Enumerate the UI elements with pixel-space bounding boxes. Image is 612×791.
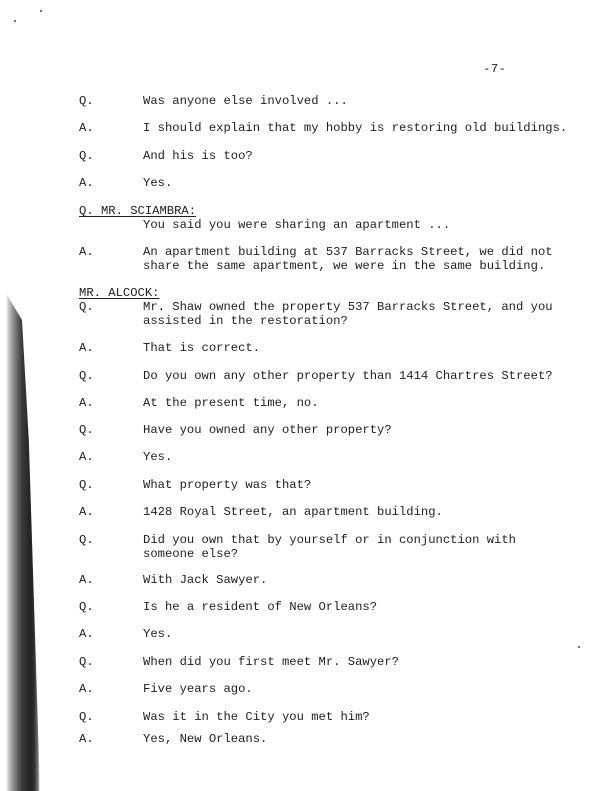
qa-text xyxy=(143,94,348,108)
qa-line: Yes. xyxy=(143,176,173,190)
qa-line: 1428 Royal Street, an apartment building. xyxy=(143,505,443,519)
qa-line: share the same apartment, we were in the same building. xyxy=(143,259,546,274)
scan-speck xyxy=(578,646,580,648)
qa-text xyxy=(143,218,450,232)
qa-line: Mr. Shaw owned the property 537 Barracks Street, and you xyxy=(143,300,553,314)
qa-text xyxy=(143,149,253,163)
qa-text xyxy=(143,369,553,383)
qa-line: What property was that? xyxy=(143,478,312,492)
qa-label: Q. xyxy=(79,369,94,383)
qa-label: Q. xyxy=(79,600,94,614)
qa-text xyxy=(143,176,172,190)
qa-text xyxy=(143,341,260,355)
qa-label: Q. xyxy=(79,533,94,547)
qa-text xyxy=(143,245,553,273)
qa-label: A. xyxy=(79,682,94,696)
qa-label: A. xyxy=(79,627,94,641)
qa-text xyxy=(143,423,392,437)
qa-label: Q. xyxy=(79,655,94,669)
qa-label: A. xyxy=(79,245,94,259)
qa-label: Q. xyxy=(79,94,94,108)
qa-text xyxy=(143,533,516,561)
qa-line: I should explain that my hobby is restoring old buildings. xyxy=(143,121,568,135)
qa-label: A. xyxy=(79,450,94,464)
binding-edge-shadow xyxy=(0,290,40,791)
qa-label: A. xyxy=(79,732,94,746)
qa-text xyxy=(143,300,553,328)
qa-text xyxy=(143,478,311,492)
qa-line: Yes. xyxy=(143,627,173,641)
qa-text xyxy=(143,450,172,464)
qa-label: Q. xyxy=(79,478,94,492)
qa-line: someone else? xyxy=(143,547,239,562)
qa-line: Was anyone else involved ... xyxy=(143,94,348,108)
qa-text xyxy=(143,600,377,614)
scan-speck xyxy=(40,10,42,12)
speaker-heading: MR. ALCOCK: xyxy=(79,286,160,300)
qa-line: Five years ago. xyxy=(143,682,253,696)
qa-line: Did you own that by yourself or in conjunction with xyxy=(143,533,516,547)
qa-label: Q. xyxy=(79,423,94,437)
qa-text xyxy=(143,627,172,641)
qa-text xyxy=(143,396,319,410)
qa-label: A. xyxy=(79,573,94,587)
qa-line: Was it in the City you met him? xyxy=(143,710,370,724)
qa-text xyxy=(143,710,370,724)
qa-line: An apartment building at 537 Barracks Street, we did not xyxy=(143,245,553,259)
scan-speck xyxy=(14,20,16,22)
qa-label: A. xyxy=(79,341,94,355)
qa-text xyxy=(143,121,567,135)
qa-line: With Jack Sawyer. xyxy=(143,573,268,587)
qa-line: You said you were sharing an apartment ... xyxy=(143,218,451,232)
qa-line: That is correct. xyxy=(143,341,261,355)
qa-line: Have you owned any other property? xyxy=(143,423,392,437)
qa-line: Is he a resident of New Orleans? xyxy=(143,600,378,614)
qa-text xyxy=(143,505,443,519)
qa-text xyxy=(143,682,253,696)
qa-line: And his is too? xyxy=(143,149,253,163)
qa-text xyxy=(143,655,399,669)
qa-label: Q. xyxy=(79,300,94,314)
qa-line: assisted in the restoration? xyxy=(143,314,348,329)
page-number: -7- xyxy=(483,62,507,76)
qa-label: A. xyxy=(79,176,94,190)
qa-line: Yes, New Orleans. xyxy=(143,732,268,746)
qa-label: A. xyxy=(79,121,94,135)
qa-line: At the present time, no. xyxy=(143,396,319,410)
qa-text xyxy=(143,573,267,587)
qa-label: A. xyxy=(79,505,94,519)
qa-label: A. xyxy=(79,396,94,410)
qa-label: Q. xyxy=(79,149,94,163)
qa-line: When did you first meet Mr. Sawyer? xyxy=(143,655,399,669)
speaker-heading: Q. MR. SCIAMBRA: xyxy=(79,204,197,218)
qa-line: Do you own any other property than 1414 Chartres Street? xyxy=(143,369,553,383)
qa-line: Yes. xyxy=(143,450,173,464)
qa-text xyxy=(143,732,267,746)
qa-label: Q. xyxy=(79,710,94,724)
